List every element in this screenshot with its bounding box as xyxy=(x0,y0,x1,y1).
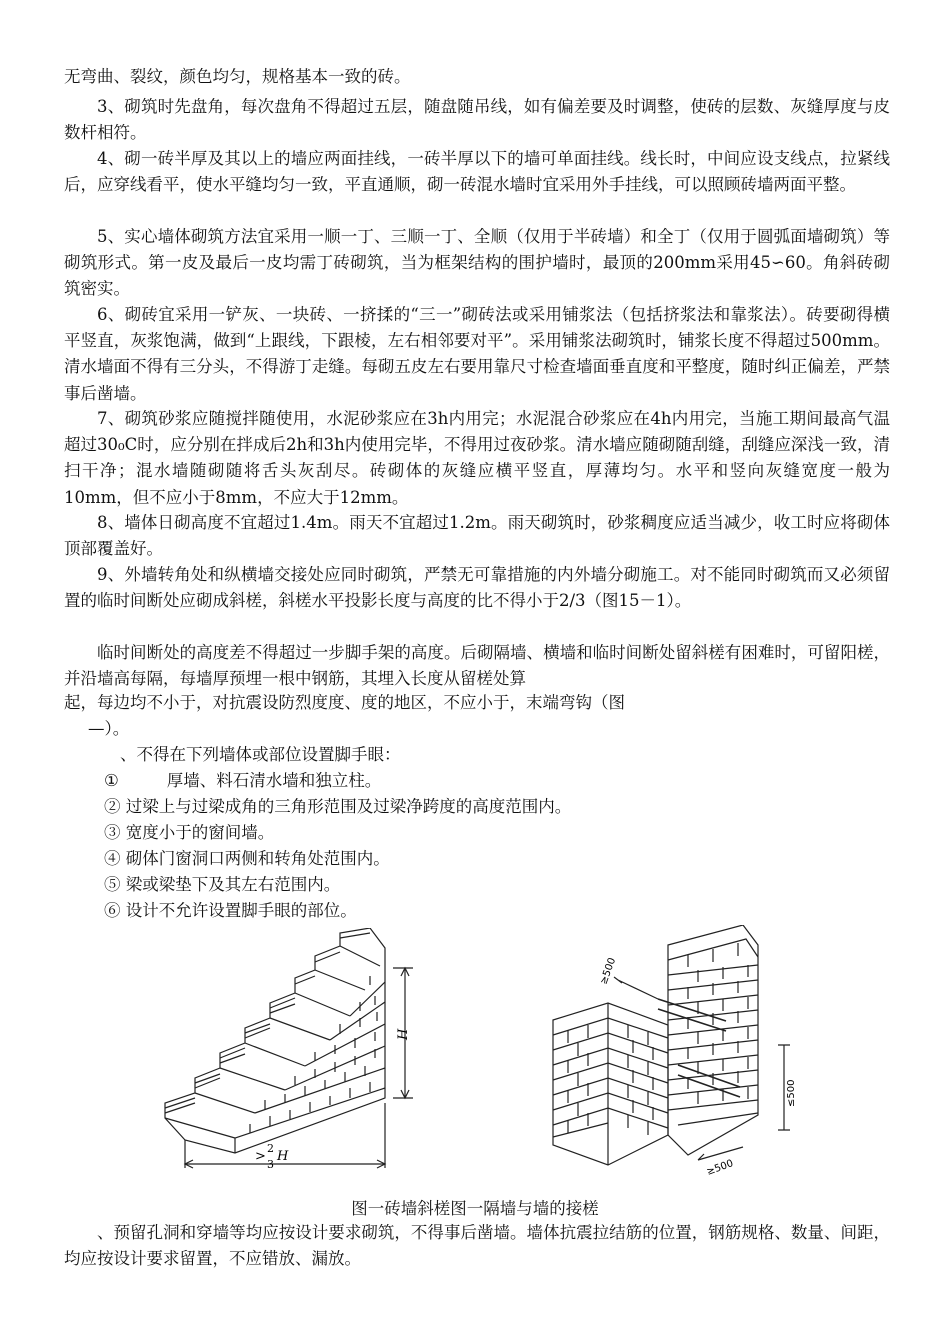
list-number: ① xyxy=(104,771,119,790)
paragraph-item-7: 7、砌筑砂浆应随搅拌随使用，水泥砂浆应在3h内用完；水泥混合砂浆应在4h内用完，当施工期间最高气温超过30₀C时，应分别在拌成后2h和3h内使用完毕，不得用过夜砂浆。清水墙应随砌随刮缝，刮缝应深浅一致，清扫干净；混水墙随砌随将舌头灰刮尽。砖砌体的灰缝应横平竖直，厚薄均匀。水平和竖向灰缝宽度一般为10mm，但不应小于8mm，不应大于12mm。 xyxy=(64,409,890,507)
list-text: 设计不允许设置脚手眼的部位。 xyxy=(125,901,357,920)
dimension-ratio-h: H xyxy=(277,1149,289,1164)
list-text: 梁或梁垫下及其左右范围内。 xyxy=(125,875,341,894)
paragraph-item-8: 8、墙体日砌高度不宜超过1.4m。雨天不宜超过1.2m。雨天砌筑时，砂浆稠度应适当减少，收工时应将砌体顶部覆盖好。 xyxy=(64,513,890,559)
list-text: 厚墙、料石清水墙和独立柱。 xyxy=(166,771,382,790)
dimension-bottom-label: ≥500 xyxy=(705,1158,735,1178)
list-item xyxy=(104,768,381,794)
dimension-spacing-label: ≤500 xyxy=(786,1079,797,1107)
paragraph-item-4: 4、砌一砖半厚及其以上的墙应两面挂线，一砖半厚以下的墙可单面挂线。线长时，中间应设支线点，拉紧线后，应穿线看平，使水平缝均匀一致，平直通顺，砌一砖混水墙时宜采用外手挂线，可以照顾砖墙两面平整。 xyxy=(64,149,890,195)
list-text: 宽度小于的窗间墙。 xyxy=(125,823,275,842)
dimension-ratio-numerator: 2 xyxy=(267,1142,274,1155)
list-item xyxy=(104,794,571,820)
list-number: ⑤ xyxy=(104,875,121,894)
paragraph-item-10-line3: —）。 xyxy=(88,719,130,738)
stepped-brick-wall-figure xyxy=(155,928,455,1190)
paragraph-item-3: 3、砌筑时先盘角，每次盘角不得超过五层，随盘随吊线，如有偏差要及时调整，使砖的层数、灰缝厚度与皮数杆相符。 xyxy=(64,97,890,143)
paragraph-continuation: 无弯曲、裂纹，颜色均匀，规格基本一致的砖。 xyxy=(64,67,411,86)
dimension-ratio-denominator: 3 xyxy=(267,1158,274,1171)
list-item xyxy=(104,872,340,898)
figure-caption: 图一砖墙斜槎图一隔墙与墙的接槎 xyxy=(351,1199,599,1218)
paragraph-item-12: 、预留孔洞和穿墙等均应按设计要求砌筑，不得事后凿墙。墙体抗震拉结筋的位置，钢筋规格、数量、间距，均应按设计要求留置，不应错放、漏放。 xyxy=(64,1223,890,1269)
list-number: ④ xyxy=(104,849,121,868)
dimension-h-label: H xyxy=(396,1028,411,1040)
list-item xyxy=(104,898,357,924)
paragraph-item-6: 6、砌砖宜采用一铲灰、一块砖、一挤揉的“三一”砌砖法或采用铺浆法（包括挤浆法和靠浆法）。砖要砌得横平竖直，灰浆饱满，做到“上跟线，下跟棱，左右相邻要对平”。采用铺浆法砌筑时，铺浆长度不得超过500mm。清水墙面不得有三分头，不得游丁走缝。每砌五皮左右要用靠尺寸检查墙面垂直度和平整度，随时纠正偏差，严禁事后凿墙。 xyxy=(64,305,890,403)
list-text: 过梁上与过梁成角的三角形范围及过梁净跨度的高度范围内。 xyxy=(125,797,572,816)
list-item xyxy=(104,846,390,872)
paragraph-item-5: 5、实心墙体砌筑方法宜采用一顺一丁、三顺一丁、全顺（仅用于半砖墙）和全丁（仅用于圆弧面墙砌筑）等砌筑形式。第一皮及最后一皮均需丁砖砌筑，当为框架结构的围护墙时，最顶的200mm采用45∽60。角斜砖砌筑密实。 xyxy=(64,227,890,299)
list-number: ⑥ xyxy=(104,901,121,920)
paragraph-item-10-line2: 起，每边均不小于，对抗震设防烈度度、度的地区，不应小于，末端弯钩（图 xyxy=(64,693,625,712)
partition-wall-joint-figure xyxy=(548,925,818,1191)
paragraph-item-10: 临时间断处的高度差不得超过一步脚手架的高度。后砌隔墙、横墙和临时间断处留斜槎有困难时，可留阳槎，并沿墙高每隔，每墙厚预埋一根中钢筋，其埋入长度从留槎处算 xyxy=(64,643,890,689)
paragraph-item-9: 9、外墙转角处和纵横墙交接处应同时砌筑，严禁无可靠措施的内外墙分砌施工。对不能同时砌筑而又必须留置的临时间断处应砌成斜槎，斜槎水平投影长度与高度的比不得小于2/3（图15－1）。 xyxy=(64,565,890,611)
dimension-embed-label: ≥500 xyxy=(598,956,619,987)
list-number: ② xyxy=(104,797,121,816)
list-number: ③ xyxy=(104,823,121,842)
list-text: 砌体门窗洞口两侧和转角处范围内。 xyxy=(125,849,390,868)
paragraph-item-11: 、不得在下列墙体或部位设置脚手眼： xyxy=(120,745,401,764)
dimension-ratio-symbol: > xyxy=(255,1149,266,1164)
list-item xyxy=(104,820,274,846)
